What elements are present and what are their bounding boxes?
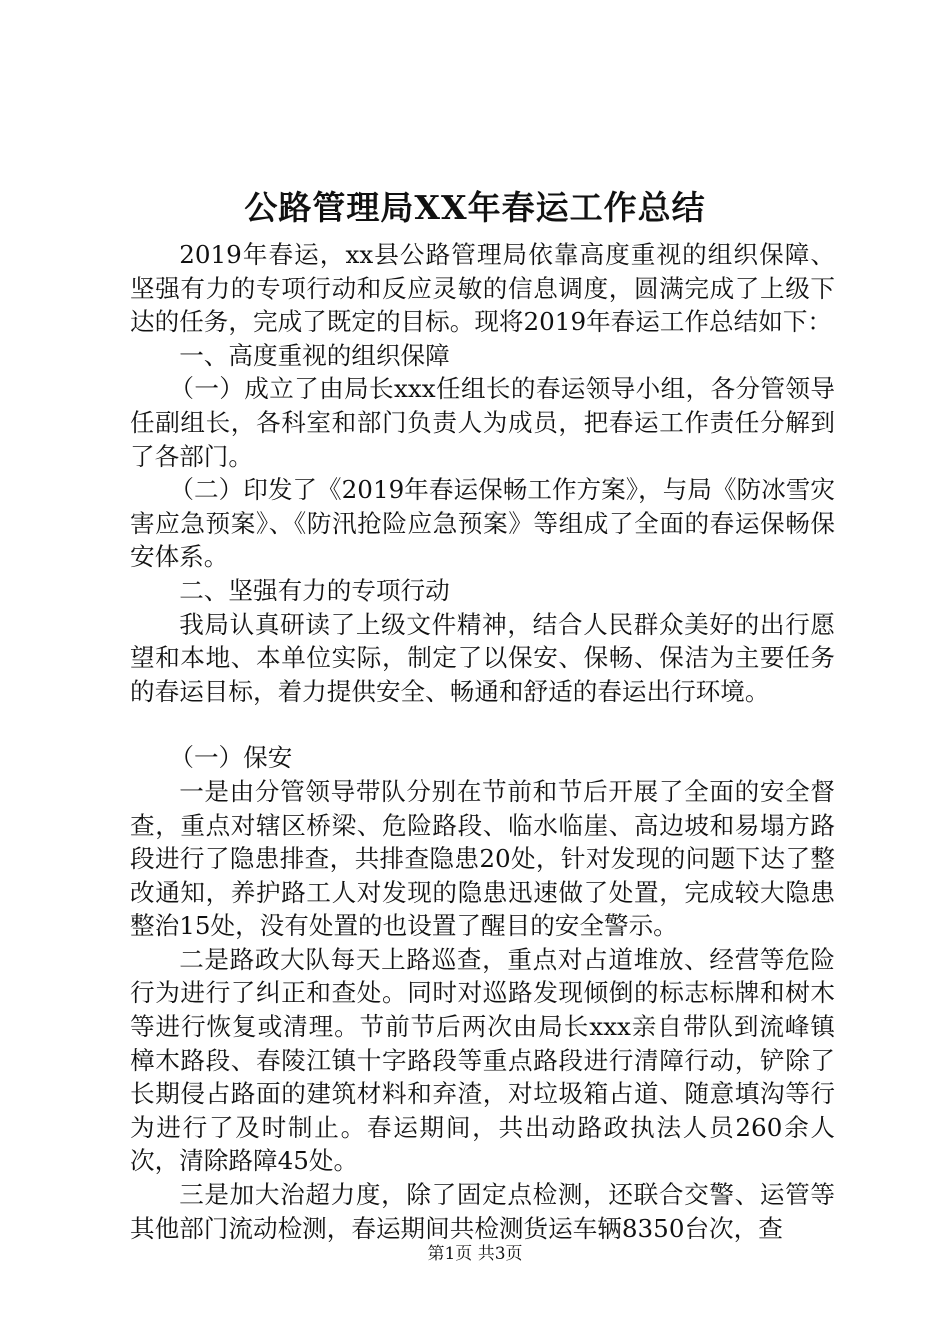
subsection-1-2: （二）印发了《2019年春运保畅工作方案》，与局《防冰雪灾害应急预案》、《防汛抢险应急预案》等组成了全面的春运保畅保安体系。 (130, 475, 835, 572)
intro-paragraph: 2019年春运，xx县公路管理局依靠高度重视的组织保障、坚强有力的专项行动和反应灵敏的信息调度，圆满完成了上级下达的任务，完成了既定的目标。现将2019年春运工作总结如下： (130, 240, 835, 337)
page-footer: 第1页 共3页 (427, 1244, 523, 1264)
point-1-paragraph: 一是由分管领导带队分别在节前和节后开展了全面的安全督查，重点对辖区桥梁、危险路段、临水临崖、高边坡和易塌方路段进行了隐患排查，共排查隐患20处，针对发现的问题下达了整改通知，养护路工人对发现的隐患迅速做了处置，完成较大隐患整治15处，没有处置的也设置了醒目的安全警示。 (130, 776, 835, 941)
section-2-paragraph: 我局认真研读了上级文件精神，结合人民群众美好的出行愿望和本地、本单位实际，制定了以保安、保畅、保洁为主要任务的春运目标，着力提供安全、畅通和舒适的春运出行环境。 (130, 609, 835, 706)
section-heading-1: 一、高度重视的组织保障 (179, 340, 450, 370)
subsection-1-1: （一）成立了由局长xxx任组长的春运领导小组，各分管领导任副组长，各科室和部门负责人为成员，把春运工作责任分解到了各部门。 (130, 374, 835, 471)
subsection-2-1-heading: （一）保安 (169, 743, 293, 773)
section-heading-2: 二、坚强有力的专项行动 (179, 575, 450, 605)
document-body (130, 238, 835, 1245)
point-2-paragraph: 二是路政大队每天上路巡查，重点对占道堆放、经营等危险行为进行了纠正和查处。同时对巡路发现倾倒的标志标牌和树木等进行恢复或清理。节前节后两次由局长xxx亲自带队到流峰镇樟木路段、春陵江镇十字路段等重点路段进行清障行动，铲除了长期侵占路面的建筑材料和弃渣，对垃圾箱占道、随意填沟等行为进行了及时制止。春运期间，共出动路政执法人员260余人次，清除路障45处。 (130, 944, 835, 1176)
document-title: 公路管理局XX年春运工作总结 (244, 188, 706, 227)
point-3-paragraph: 三是加大治超力度，除了固定点检测，还联合交警、运管等其他部门流动检测，春运期间共检测货运车辆8350台次，查 (130, 1180, 835, 1243)
